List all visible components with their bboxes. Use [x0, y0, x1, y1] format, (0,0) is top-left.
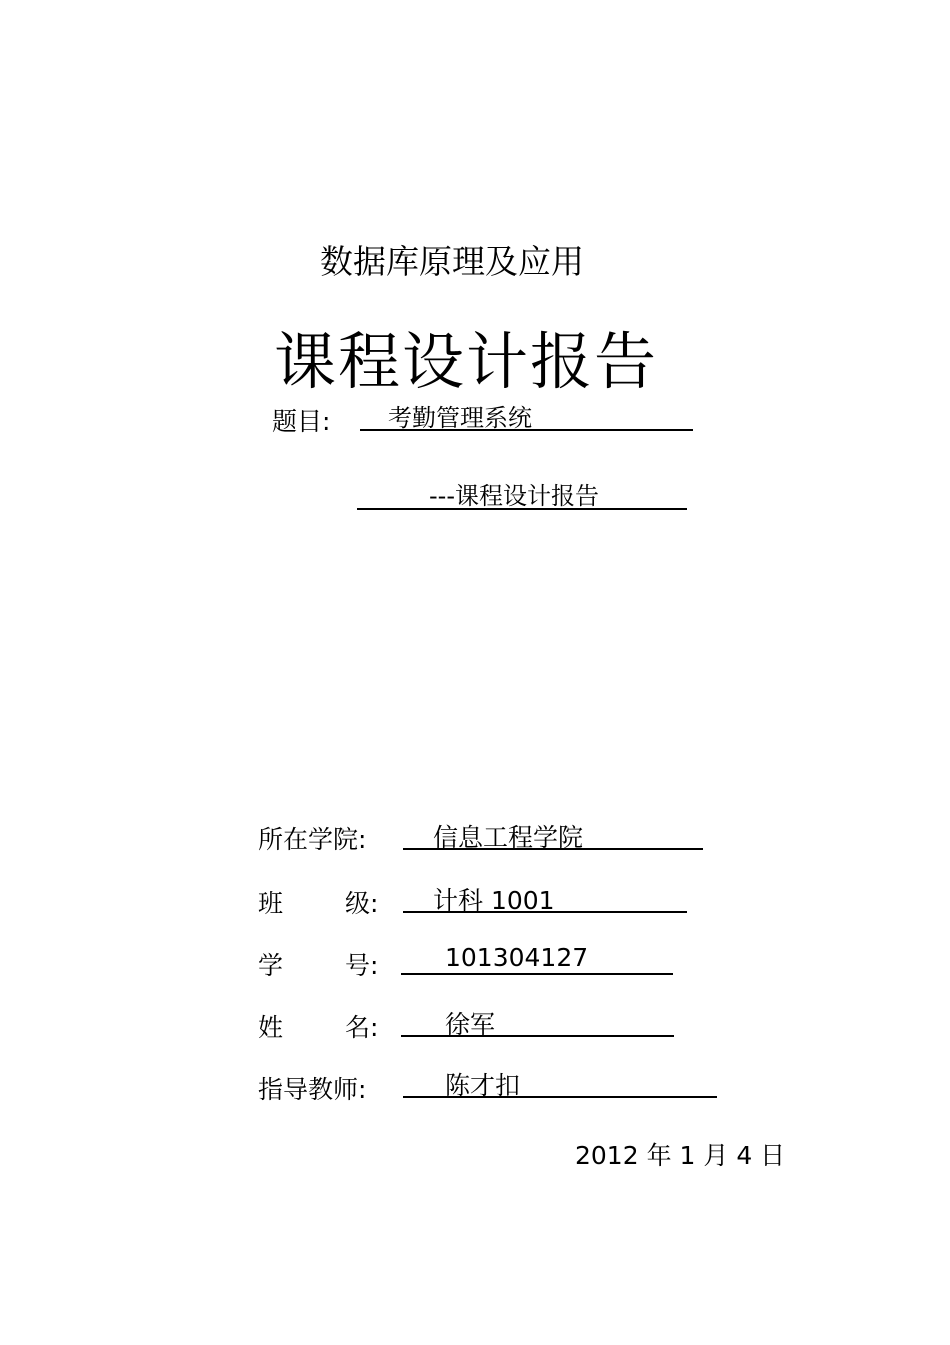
advisor-label: 指导教师:: [258, 1075, 367, 1104]
student-id-label-part2: 号:: [345, 951, 379, 980]
topic-label: 题目:: [272, 407, 331, 436]
college-value: 信息工程学院: [403, 818, 703, 850]
course-name: 数据库原理及应用: [320, 242, 584, 281]
student-id-label-part1: 学: [258, 951, 284, 980]
name-label-part1: 姓: [258, 1013, 284, 1042]
class-label-part2: 级:: [345, 889, 379, 918]
advisor-value: 陈才扣: [403, 1066, 717, 1098]
student-name-value: 徐军: [401, 1005, 674, 1037]
class-label-part1: 班: [258, 889, 284, 918]
class-value: 计科 1001: [403, 881, 687, 913]
topic-value: 考勤管理系统: [360, 398, 693, 431]
college-label: 所在学院:: [258, 825, 367, 854]
name-label-part2: 名:: [345, 1013, 379, 1042]
report-date: 2012 年 1 月 4 日: [575, 1141, 786, 1170]
topic-subtitle: ---课程设计报告: [357, 476, 687, 510]
report-title: 课程设计报告: [274, 325, 659, 398]
student-id-value: 101304127: [401, 943, 673, 975]
